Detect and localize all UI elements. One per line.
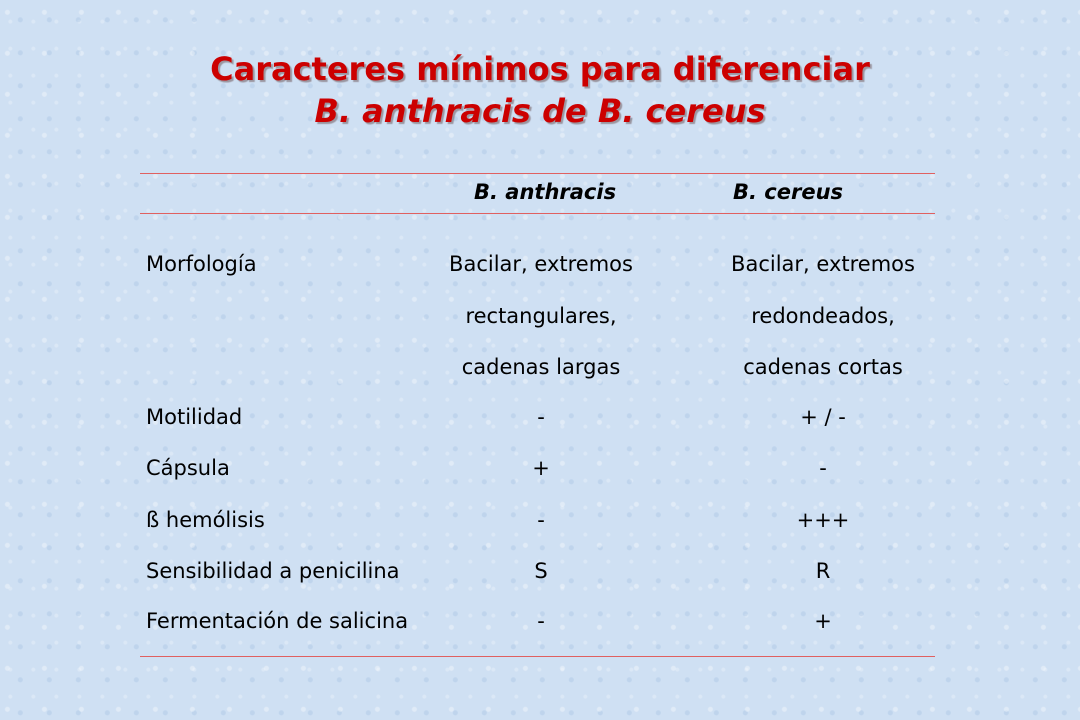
anthracis-value: - xyxy=(537,609,545,633)
cereus-value: cadenas cortas xyxy=(743,355,903,379)
cereus-value: redondeados, xyxy=(751,304,895,328)
table-header-rule xyxy=(140,213,935,214)
cereus-value: +++ xyxy=(796,508,850,532)
anthracis-value: Bacilar, extremos xyxy=(449,252,633,276)
cereus-value: - xyxy=(819,456,827,480)
anthracis-value: S xyxy=(534,559,548,583)
table-top-rule xyxy=(140,173,935,174)
cereus-value: + / - xyxy=(800,405,846,429)
row-label: Fermentación de salicina xyxy=(146,609,409,633)
table-bottom-rule xyxy=(140,656,935,657)
anthracis-value: cadenas largas xyxy=(461,355,621,379)
cereus-value: + xyxy=(814,609,832,633)
cereus-value: Bacilar, extremos xyxy=(731,252,915,276)
anthracis-value: - xyxy=(537,405,545,429)
column-header-anthracis: B. anthracis xyxy=(474,180,617,204)
anthracis-value: rectangulares, xyxy=(465,304,617,328)
anthracis-value: - xyxy=(537,508,545,532)
row-label: Sensibilidad a penicilina xyxy=(146,559,400,583)
slide-title-line-2: B. anthracis de B. cereus xyxy=(314,92,766,130)
cereus-value: R xyxy=(815,559,831,583)
row-label: ß hemólisis xyxy=(146,508,265,532)
column-header-cereus: B. cereus xyxy=(733,180,844,204)
anthracis-value: + xyxy=(532,456,550,480)
row-label: Cápsula xyxy=(146,456,230,480)
slide-title-line-1: Caracteres mínimos para diferenciar xyxy=(210,50,870,88)
row-label: Morfología xyxy=(146,252,257,276)
row-label: Motilidad xyxy=(146,405,243,429)
